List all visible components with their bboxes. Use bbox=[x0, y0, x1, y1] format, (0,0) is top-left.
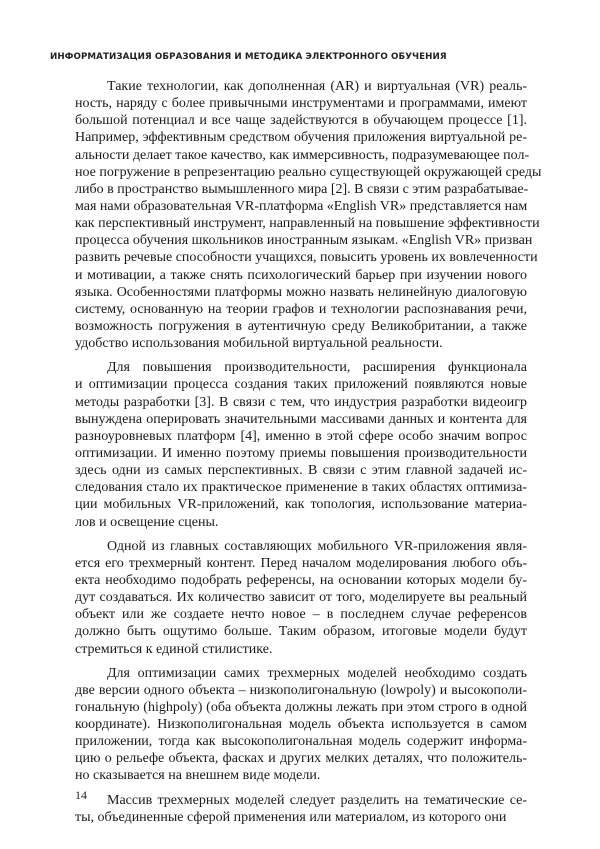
text-line: ции мобильных VR-приложений, как топология, использование материа- bbox=[75, 497, 527, 513]
text-line: языка. Особенностями платформы можно назвать нелинейную диалоговую bbox=[75, 284, 527, 300]
text-line: процесса обучения школьников иностранным языкам. «English VR» призван bbox=[75, 233, 533, 249]
text-line: гональную (highpoly) (оба объекта должны лежать при этом строго в одной bbox=[75, 699, 527, 715]
text-line: стремиться к единой стилистике. bbox=[75, 641, 273, 657]
paragraph bbox=[75, 792, 527, 826]
text-line: цию о рельефе объекта, фасках и других мелких деталях, что положитель- bbox=[75, 751, 527, 767]
text-line: Массив трехмерных моделей следует разделить на тематические се- bbox=[107, 792, 527, 808]
text-line: здесь одни из самых перспективных. В связи с этим главной задачей ис- bbox=[75, 463, 527, 479]
text-line: либо в пространство вымышленного мира [2]. В связи с этим разрабатывае- bbox=[75, 181, 529, 197]
text-line: вынуждена оперировать значительными массивами данных и контента для bbox=[75, 411, 527, 427]
text-line: оптимизации. И именно поэтому приемы повышения производительности bbox=[75, 445, 527, 461]
text-line: большой потенциал и все чаще задействуются в обучающем процессе [1]. bbox=[75, 113, 527, 129]
text-line: Такие технологии, как дополненная (AR) и виртуальная (VR) реаль- bbox=[107, 79, 527, 94]
text-line: возможность погружения в аутентичную среду Великобритании, а также bbox=[75, 318, 527, 334]
text-line: лов и освещение сцены. bbox=[75, 514, 219, 530]
paragraph bbox=[75, 78, 542, 352]
text-line: должно быть ощутимо больше. Таким образом, итоговые модели будут bbox=[75, 624, 527, 640]
text-line: Для оптимизации самих трехмерных моделей необходимо создать bbox=[107, 665, 527, 681]
text-line: Одной из главных составляющих мобильного VR-приложения явля- bbox=[107, 538, 527, 554]
text-line: и оптимизации процесса создания таких приложений появляются новые bbox=[75, 377, 527, 393]
text-line: ность, наряду с более привычными инструментами и программами, имеют bbox=[75, 96, 527, 112]
text-line: приложении, тогда как высокополигональная модель содержит информа- bbox=[75, 734, 527, 750]
text-line: удобство использования мобильной виртуальной реальности. bbox=[75, 336, 443, 352]
text-line: Для повышения производительности, расширения функционала bbox=[107, 360, 527, 376]
text-line: следования стало их практическое применение в таких областях оптимиза- bbox=[75, 480, 527, 496]
text-line: систему, основанную на теории графов и технологии распознавания речи, bbox=[75, 301, 527, 317]
text-line: дут создаваться. Их количество зависит от того, моделируете вы реальный bbox=[75, 590, 527, 606]
text-line: мая нами образовательная VR-платформа «English VR» представляется нам bbox=[75, 198, 528, 214]
paragraph-gap bbox=[75, 658, 527, 665]
text-line: но сказывается на внешнем виде модели. bbox=[75, 768, 321, 784]
text-line: разноуровневых платформ [4], именно в этой сфере особо значим вопрос bbox=[75, 428, 527, 444]
running-header: ИНФОРМАТИЗАЦИЯ ОБРАЗОВАНИЯ И МЕТОДИКА ЭЛЕКТРОННОГО ОБУЧЕНИЯ bbox=[50, 52, 447, 62]
text-line: объект или же создаете нечто новое – в последнем случае референсов bbox=[75, 607, 527, 623]
text-line: развить речевые способности учащихся, повысить уровень их вовлеченности bbox=[75, 250, 538, 266]
text-line: ное погружение в репрезентацию реально существующей окружающей среды bbox=[75, 164, 542, 180]
paragraph bbox=[75, 665, 527, 785]
paragraph-gap bbox=[75, 352, 527, 359]
article-body bbox=[75, 78, 542, 826]
text-line: ется его трехмерный контент. Перед началом моделирования любого объ- bbox=[75, 555, 527, 571]
text-line: альности делает такое качество, как иммерсивность, подразумевающее пол- bbox=[75, 147, 530, 163]
paragraph bbox=[75, 359, 527, 530]
paragraph bbox=[75, 538, 527, 658]
text-line: екта необходимо подобрать референсы, на основании которых модели бу- bbox=[75, 572, 527, 588]
text-line: и мотивации, а также снять психологический барьер при изучении нового bbox=[75, 267, 527, 283]
paragraph-gap bbox=[75, 531, 527, 538]
text-line: ты, объединенные сферой применения или материалом, из которого они bbox=[75, 809, 507, 825]
text-line: две версии одного объекта – низкополигональную (lowpoly) и высокополи- bbox=[75, 682, 527, 698]
text-line: как перспективный инструмент, направленный на повышение эффективности bbox=[75, 216, 540, 232]
paragraph-gap bbox=[75, 785, 527, 792]
text-line: методы разработки [3]. В связи с тем, что индустрия разработки видеоигр bbox=[75, 394, 527, 410]
page-number: 14 bbox=[75, 788, 87, 802]
text-line: Например, эффективным средством обучения приложения виртуальной ре- bbox=[75, 130, 527, 146]
text-line: координате). Низкополигональная модель объекта используется в самом bbox=[75, 717, 527, 733]
